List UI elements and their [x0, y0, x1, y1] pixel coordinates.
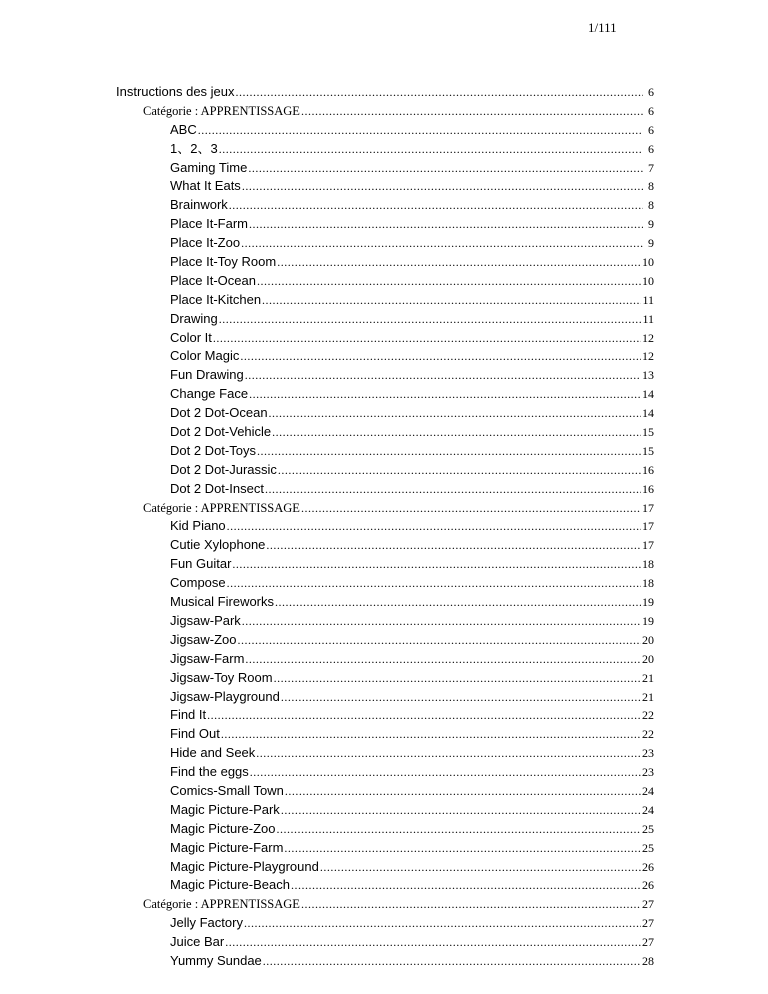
toc-leader-dots	[277, 253, 641, 272]
toc-leader-dots	[221, 725, 641, 744]
toc-leader-dots	[284, 839, 641, 858]
toc-entry-page: 11	[642, 292, 654, 307]
toc-entry[interactable]	[170, 706, 654, 725]
toc-entry-page: 20	[642, 632, 654, 647]
toc-entry[interactable]	[170, 177, 654, 196]
toc-entry-page: 6	[648, 103, 654, 118]
toc-entry-label: Catégorie : APPRENTISSAGE	[143, 103, 300, 118]
toc-entry-page: 8	[648, 198, 654, 213]
toc-entry[interactable]	[170, 215, 654, 234]
toc-entry[interactable]	[170, 291, 654, 310]
toc-entry-page: 27	[642, 916, 654, 931]
toc-entry-label: Juice Bar	[170, 934, 225, 950]
toc-entry[interactable]	[170, 517, 654, 536]
toc-entry[interactable]	[143, 499, 654, 518]
toc-entry-label: Dot 2 Dot-Insect	[170, 480, 264, 496]
toc-leader-dots	[232, 555, 641, 574]
toc-entry-page: 9	[648, 217, 654, 232]
toc-entry-label: Magic Picture-Zoo	[170, 820, 276, 836]
toc-entry-page: 21	[642, 670, 654, 685]
toc-entry-label: Musical Fireworks	[170, 594, 275, 610]
toc-leader-dots	[241, 234, 643, 253]
toc-entry-label: Comics-Small Town	[170, 782, 284, 798]
toc-entry[interactable]	[170, 329, 654, 348]
toc-entry-label: Gaming Time	[170, 159, 248, 175]
toc-entry-page: 17	[642, 538, 654, 553]
toc-leader-dots	[219, 140, 643, 159]
toc-entry[interactable]	[170, 121, 654, 140]
toc-entry-page: 21	[642, 689, 654, 704]
toc-entry-page: 22	[642, 708, 654, 723]
toc-leader-dots	[219, 310, 642, 329]
toc-entry-page: 7	[648, 160, 654, 175]
toc-leader-dots	[320, 858, 641, 877]
toc-entry-label: Hide and Seek	[170, 745, 256, 761]
toc-entry[interactable]	[170, 631, 654, 650]
toc-entry-page: 14	[642, 406, 654, 421]
toc-entry[interactable]	[170, 253, 654, 272]
toc-entry-label: Place It-Toy Room	[170, 254, 277, 270]
toc-entry-page: 19	[642, 613, 654, 628]
toc-leader-dots	[249, 215, 643, 234]
toc-leader-dots	[257, 442, 641, 461]
toc-entry-label: Dot 2 Dot-Jurassic	[170, 461, 277, 477]
toc-entry-page: 8	[648, 179, 654, 194]
toc-entry-page: 9	[648, 236, 654, 251]
toc-entry-label: Jigsaw-Zoo	[170, 631, 237, 647]
toc-entry-label: Cutie Xylophone	[170, 537, 266, 553]
toc-entry-label: 1、2、3	[170, 140, 218, 156]
toc-entry[interactable]	[170, 688, 654, 707]
toc-entry-label: Place It-Kitchen	[170, 291, 262, 307]
toc-entry[interactable]	[170, 385, 654, 404]
toc-leader-dots	[275, 593, 641, 612]
toc-entry-page: 12	[642, 330, 654, 345]
toc-entry[interactable]	[170, 820, 654, 839]
toc-entry[interactable]	[170, 876, 654, 895]
toc-entry[interactable]	[170, 272, 654, 291]
toc-entry-label: Color Magic	[170, 348, 240, 364]
toc-leader-dots	[198, 121, 643, 140]
toc-entry-label: Brainwork	[170, 197, 228, 213]
toc-entry[interactable]	[170, 933, 654, 952]
toc-entry-page: 26	[642, 878, 654, 893]
toc-entry[interactable]	[170, 593, 654, 612]
toc-leader-dots	[285, 782, 641, 801]
toc-entry-label: Jigsaw-Toy Room	[170, 669, 273, 685]
toc-entry-page: 23	[642, 746, 654, 761]
toc-entry-label: ABC	[170, 121, 197, 137]
toc-entry-page: 23	[642, 765, 654, 780]
toc-entry-page: 10	[642, 255, 654, 270]
toc-entry[interactable]	[170, 140, 654, 159]
toc-entry-page: 25	[642, 840, 654, 855]
toc-entry-label: Drawing	[170, 310, 218, 326]
toc-entry-label: Dot 2 Dot-Ocean	[170, 405, 268, 421]
toc-leader-dots	[213, 329, 641, 348]
toc-leader-dots	[301, 102, 643, 121]
toc-entry-page: 16	[642, 481, 654, 496]
toc-leader-dots	[301, 499, 641, 518]
toc-entry-page: 22	[642, 727, 654, 742]
toc-entry-page: 14	[642, 387, 654, 402]
toc-entry[interactable]	[143, 895, 654, 914]
toc-entry[interactable]	[170, 839, 654, 858]
toc-leader-dots	[301, 895, 641, 914]
toc-entry-label: Jigsaw-Playground	[170, 688, 280, 704]
toc-leader-dots	[237, 631, 641, 650]
toc-entry-page: 18	[642, 557, 654, 572]
toc-leader-dots	[276, 820, 641, 839]
toc-leader-dots	[240, 347, 641, 366]
toc-entry-page: 24	[642, 783, 654, 798]
toc-leader-dots	[291, 876, 641, 895]
toc-entry[interactable]	[170, 423, 654, 442]
toc-entry[interactable]	[170, 725, 654, 744]
toc-entry-page: 15	[642, 443, 654, 458]
toc-entry-label: Place It-Ocean	[170, 272, 256, 288]
toc-entry-label: What It Eats	[170, 178, 241, 194]
toc-entry[interactable]	[170, 159, 654, 178]
toc-entry[interactable]	[170, 442, 654, 461]
toc-entry-label: Find It	[170, 707, 207, 723]
toc-leader-dots	[248, 159, 643, 178]
toc-entry-page: 28	[642, 953, 654, 968]
toc-entry[interactable]	[170, 555, 654, 574]
toc-entry-label: Fun Guitar	[170, 556, 232, 572]
toc-leader-dots	[245, 650, 641, 669]
toc-entry-page: 16	[642, 462, 654, 477]
toc-entry[interactable]	[170, 763, 654, 782]
toc-entry-label: Jigsaw-Farm	[170, 650, 245, 666]
toc-entry[interactable]	[170, 310, 654, 329]
toc-entry-page: 10	[642, 273, 654, 288]
toc-leader-dots	[281, 688, 641, 707]
toc-entry-label: Jelly Factory	[170, 915, 243, 931]
toc-entry-label: Yummy Sundae	[170, 952, 262, 968]
toc-entry[interactable]	[170, 952, 654, 971]
toc-entry[interactable]	[170, 744, 654, 763]
toc-entry-page: 6	[648, 122, 654, 137]
toc-entry[interactable]	[170, 196, 654, 215]
toc-leader-dots	[249, 385, 641, 404]
toc-leader-dots	[244, 914, 641, 933]
toc-entry-page: 20	[642, 651, 654, 666]
toc-entry[interactable]	[170, 461, 654, 480]
toc-leader-dots	[250, 763, 641, 782]
toc-entry[interactable]	[170, 536, 654, 555]
toc-entry-page: 18	[642, 576, 654, 591]
toc-entry-page: 19	[642, 595, 654, 610]
toc-entry-label: Find Out	[170, 726, 220, 742]
toc-entry-label: Instructions des jeux	[116, 84, 235, 99]
toc-entry-page: 12	[642, 349, 654, 364]
toc-entry-label: Dot 2 Dot-Toys	[170, 442, 256, 458]
toc-leader-dots	[272, 423, 641, 442]
toc-entry-label: Catégorie : APPRENTISSAGE	[143, 500, 300, 515]
toc-entry-page: 27	[642, 897, 654, 912]
toc-entry[interactable]	[170, 914, 654, 933]
toc-entry[interactable]	[170, 801, 654, 820]
toc-entry[interactable]	[170, 858, 654, 877]
toc-leader-dots	[281, 801, 641, 820]
toc-leader-dots	[262, 291, 641, 310]
toc-entry-label: Compose	[170, 575, 226, 591]
toc-leader-dots	[256, 744, 641, 763]
toc-leader-dots	[269, 404, 641, 423]
toc-entry[interactable]	[170, 480, 654, 499]
toc-entry-label: Find the eggs	[170, 764, 249, 780]
toc-entry[interactable]	[170, 347, 654, 366]
toc-entry[interactable]	[170, 234, 654, 253]
toc-entry-label: Magic Picture-Farm	[170, 839, 284, 855]
toc-entry[interactable]	[143, 102, 654, 121]
toc-entry-label: Catégorie : APPRENTISSAGE	[143, 897, 300, 912]
toc-entry-label: Dot 2 Dot-Vehicle	[170, 424, 272, 440]
toc-entry-page: 24	[642, 802, 654, 817]
toc-leader-dots	[257, 272, 641, 291]
toc-entry-label: Jigsaw-Park	[170, 612, 241, 628]
toc-entry-label: Change Face	[170, 386, 249, 402]
toc-entry-page: 27	[642, 935, 654, 950]
toc-entry[interactable]	[170, 574, 654, 593]
toc-leader-dots	[274, 669, 641, 688]
toc-entry-label: Fun Drawing	[170, 367, 244, 383]
toc-leader-dots	[236, 83, 643, 102]
toc-entry[interactable]	[170, 650, 654, 669]
toc-entry-page: 17	[642, 500, 654, 515]
page-number: 1/111	[588, 20, 617, 35]
toc-entry[interactable]	[170, 366, 654, 385]
toc-entry[interactable]	[170, 612, 654, 631]
toc-leader-dots	[278, 461, 641, 480]
toc-entry-page: 25	[642, 821, 654, 836]
toc-entry[interactable]	[170, 669, 654, 688]
toc-leader-dots	[229, 196, 643, 215]
toc-entry[interactable]	[170, 404, 654, 423]
toc-entry[interactable]	[170, 782, 654, 801]
toc-entry-page: 13	[642, 368, 654, 383]
table-of-contents	[0, 83, 768, 971]
toc-entry-label: Magic Picture-Park	[170, 801, 280, 817]
toc-entry-page: 15	[642, 425, 654, 440]
toc-entry-label: Kid Piano	[170, 518, 226, 534]
toc-leader-dots	[245, 366, 641, 385]
toc-entry-page: 6	[648, 141, 654, 156]
toc-leader-dots	[265, 480, 641, 499]
toc-entry-label: Color It	[170, 329, 212, 345]
toc-entry-label: Magic Picture-Playground	[170, 858, 319, 874]
toc-entry-label: Place It-Zoo	[170, 235, 241, 251]
toc-leader-dots	[225, 933, 641, 952]
toc-leader-dots	[227, 517, 641, 536]
toc-leader-dots	[266, 536, 641, 555]
toc-leader-dots	[207, 706, 641, 725]
toc-entry-page: 6	[648, 85, 654, 99]
toc-entry-label: Magic Picture-Beach	[170, 877, 290, 893]
toc-leader-dots	[242, 177, 643, 196]
toc-leader-dots	[227, 574, 641, 593]
toc-entry-label: Place It-Farm	[170, 216, 249, 232]
toc-leader-dots	[242, 612, 641, 631]
toc-entry-page: 17	[642, 519, 654, 534]
toc-leader-dots	[263, 952, 641, 971]
toc-entry[interactable]	[116, 83, 654, 102]
toc-entry-page: 11	[642, 311, 654, 326]
toc-entry-page: 26	[642, 859, 654, 874]
